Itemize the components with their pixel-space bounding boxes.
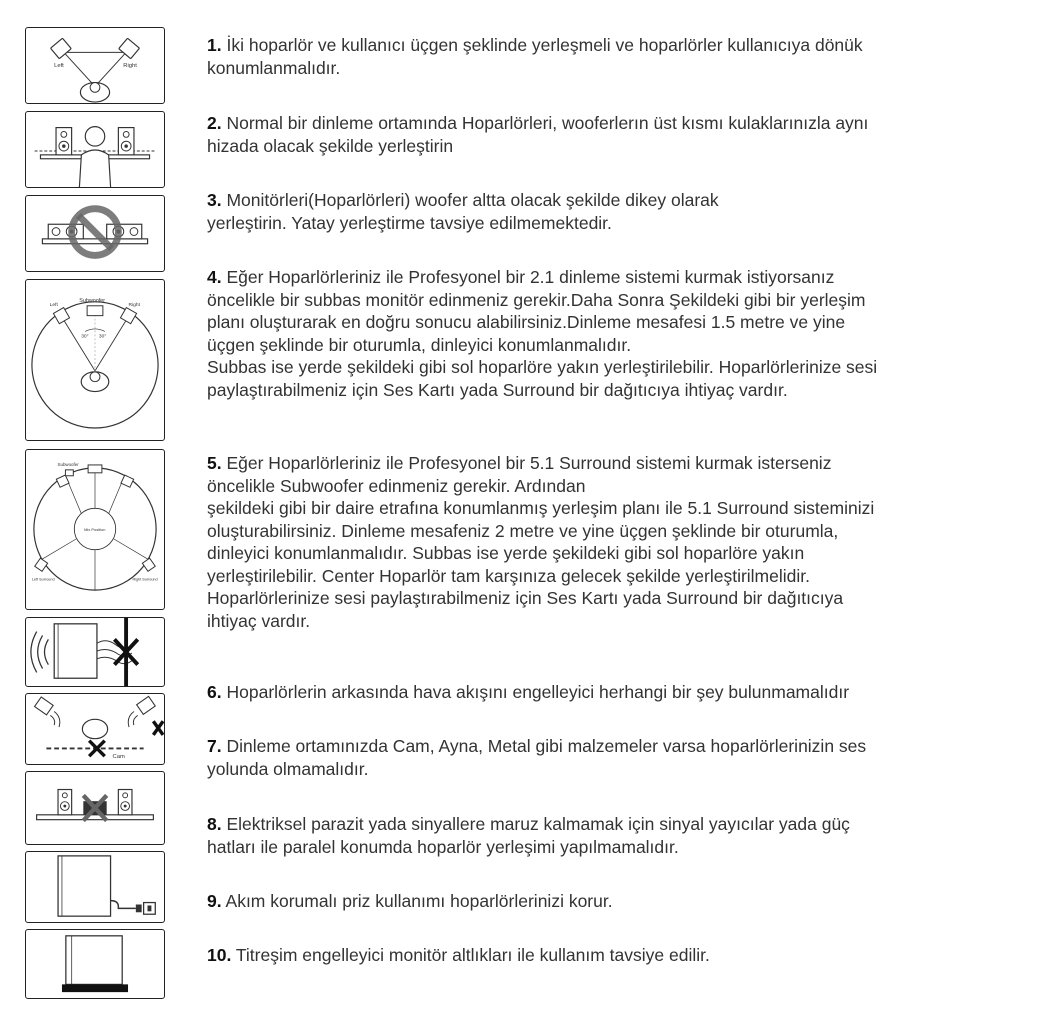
item-number: 10. <box>207 945 232 965</box>
item-text: Eğer Hoparlörleriniz ile Profesyonel bir 5.1 Surround sistemi kurmak isterseniz <box>226 453 832 473</box>
item-text: yerleştirilebilir. Center Hoparlör tam karşınıza gelecek şekilde yerleştirilmelidir. <box>207 565 810 586</box>
figure-5-1-layout <box>25 449 165 610</box>
item-number: 4. <box>207 267 222 287</box>
figure-stereo-triangle <box>25 27 165 104</box>
listener-head-icon <box>80 83 109 102</box>
figure-electrical-interference <box>25 771 165 845</box>
guideline-item-1 <box>207 34 1037 79</box>
item-text: Eğer Hoparlörleriniz ile Profesyonel bir 2.1 dinleme sistemi kurmak istiyorsanız <box>226 267 835 287</box>
item-text: planı oluşturarak en doğru sonucu alabilirsiniz.Dinleme mesafesi 1.5 metre ve yine <box>207 312 846 332</box>
left-surround-label: Left Surround <box>31 577 55 582</box>
left-surround-speaker-icon <box>35 558 48 571</box>
item-text: şekildeki gibi bir daire etrafına konumlanmış yerleşim planı ile 5.1 Surround sisteminizi <box>207 498 875 518</box>
right-speaker-icon <box>119 38 140 58</box>
item-text: Akım korumalı priz kullanımı hoparlörlerinizi korur. <box>225 891 613 911</box>
item-text: oluşturabilirsiniz. Dinleme mesafeniz 2 metre ve yine üçgen şeklinde bir oturumla, <box>207 520 839 541</box>
item-number: 6. <box>207 682 222 702</box>
speaker-icon <box>58 856 111 916</box>
listener-head-icon <box>82 719 107 738</box>
guideline-item-2 <box>207 112 1037 157</box>
power-outlet-icon <box>144 903 156 915</box>
item-number: 2. <box>207 113 222 133</box>
left-speaker-icon <box>35 697 54 715</box>
item-text: Hoparlörlerinize sesi paylaştırabilmeniz için Ses Kartı yada Surround bir dağıtıcıya <box>207 588 844 608</box>
right-speaker-icon <box>137 696 156 714</box>
horizontal-speaker-right-icon <box>107 224 142 239</box>
item-text: yolunda olmamalıdır. <box>207 758 369 779</box>
right-monitor-icon <box>118 128 134 155</box>
item-text: Titreşim engelleyici monitör altlıkları ile kullanım tavsiye edilir. <box>235 945 710 965</box>
guideline-item-7 <box>207 735 1037 780</box>
guideline-item-4 <box>207 266 1037 401</box>
item-text: Elektriksel parazit yada sinyallere maruz kalmamak için sinyal yayıcılar yada güç <box>226 814 850 834</box>
guideline-item-5 <box>207 452 1037 632</box>
figure-isolation-pad <box>25 929 165 999</box>
left-speaker-icon <box>51 38 72 58</box>
item-text: üçgen şeklinde bir oturumla, dinleyici konumlanmalıdır. <box>207 334 632 355</box>
item-text: İki hoparlör ve kullanıcı üçgen şeklinde yerleşmeli ve hoparlörler kullanıcıya dönük <box>226 35 863 55</box>
speaker-side-icon <box>54 624 97 678</box>
figure-reflective-surfaces <box>25 693 165 765</box>
right-surround-label: Right Surround <box>132 577 158 582</box>
figure-airflow <box>25 617 165 687</box>
sound-waves-icon <box>31 632 48 673</box>
item-text: ihtiyaç vardır. <box>207 610 311 631</box>
listener-icon <box>79 127 110 187</box>
listener-head-icon <box>81 372 109 392</box>
item-text: Subbas ise yerde şekildeki gibi sol hoparlöre yakın yerleştirilebilir. Hoparlörlerinize sesi <box>207 357 878 377</box>
item-number: 3. <box>207 190 222 210</box>
guideline-item-10 <box>207 944 1037 967</box>
right-label: Right <box>128 302 140 308</box>
item-number: 8. <box>207 814 222 834</box>
subwoofer-label: Subwoofer <box>57 461 79 467</box>
item-text: Monitörleri(Hoparlörleri) woofer altta olacak şekilde dikey olarak <box>226 190 719 210</box>
plug-icon <box>136 905 142 913</box>
guideline-item-9 <box>207 890 1037 913</box>
front-left-speaker-icon <box>56 475 69 487</box>
isolation-pad-icon <box>62 984 128 992</box>
item-text: hizada olacak şekilde yerleştirin <box>207 135 454 156</box>
item-text: Normal bir dinleme ortamında Hoparlörleri, wooferlerın üst kısmı kulaklarınızla aynı <box>226 113 869 133</box>
item-number: 5. <box>207 453 222 473</box>
item-text: Hoparlörlerin arkasında hava akışını engelleyici herhangi bir şey bulunmamalıdır <box>226 682 850 702</box>
subwoofer-icon <box>65 470 73 476</box>
front-right-speaker-icon <box>121 475 134 487</box>
item-number: 7. <box>207 736 222 756</box>
guideline-item-8 <box>207 813 1037 858</box>
guideline-item-3 <box>207 189 1037 234</box>
subwoofer-label: Subwoofer <box>79 297 106 304</box>
item-text: yerleştirin. Yatay yerleştirme tavsiye edilmemektedir. <box>207 212 612 233</box>
figure-no-horizontal <box>25 195 165 272</box>
left-speaker-icon <box>53 308 69 324</box>
item-text: öncelikle bir subbas monitör edinmeniz gerekir.Daha Sonra Şekildeki gibi bir yerleşim <box>207 289 866 310</box>
cross-icon <box>153 721 163 735</box>
left-monitor-icon <box>56 128 72 155</box>
left-label: Left <box>49 302 58 308</box>
item-number: 9. <box>207 891 222 911</box>
figure-power-outlet <box>25 851 165 923</box>
figure-ear-level <box>25 111 165 188</box>
left-label: Left <box>54 62 64 69</box>
subwoofer-icon <box>87 306 103 316</box>
glass-label: Cam <box>112 754 125 761</box>
horizontal-speaker-left-icon <box>48 224 83 239</box>
item-number: 1. <box>207 35 222 55</box>
item-text: Dinleme ortamınızda Cam, Ayna, Metal gibi malzemeler varsa hoparlörlerinizin ses <box>226 736 867 756</box>
right-label: Right <box>123 62 137 69</box>
item-text: konumlanmalıdır. <box>207 57 341 78</box>
mix-position-label: Mix Position <box>84 526 106 532</box>
angle-right-label: 30° <box>98 334 107 340</box>
item-text: paylaştırabilmeniz için Ses Kartı yada Surround bir dağıtıcıya ihtiyaç vardır. <box>207 379 788 400</box>
item-text: dinleyici konumlanmalıdır. Subbas ise yerde şekildeki gibi sol hoparlöre yakın <box>207 543 805 563</box>
guideline-item-6 <box>207 681 1037 704</box>
right-surround-speaker-icon <box>142 558 155 571</box>
angle-left-label: 30° <box>81 334 89 340</box>
figure-2-1-layout <box>25 279 165 441</box>
speaker-icon <box>66 936 122 985</box>
item-text: öncelikle Subwoofer edinmeniz gerekir. Ardından <box>207 475 586 496</box>
center-speaker-icon <box>88 465 102 473</box>
item-text: hatları ile paralel konumda hoparlör yerleşimi yapılmamalıdır. <box>207 836 679 857</box>
right-speaker-icon <box>120 308 136 324</box>
right-monitor-icon <box>118 790 132 815</box>
left-monitor-icon <box>58 790 72 815</box>
